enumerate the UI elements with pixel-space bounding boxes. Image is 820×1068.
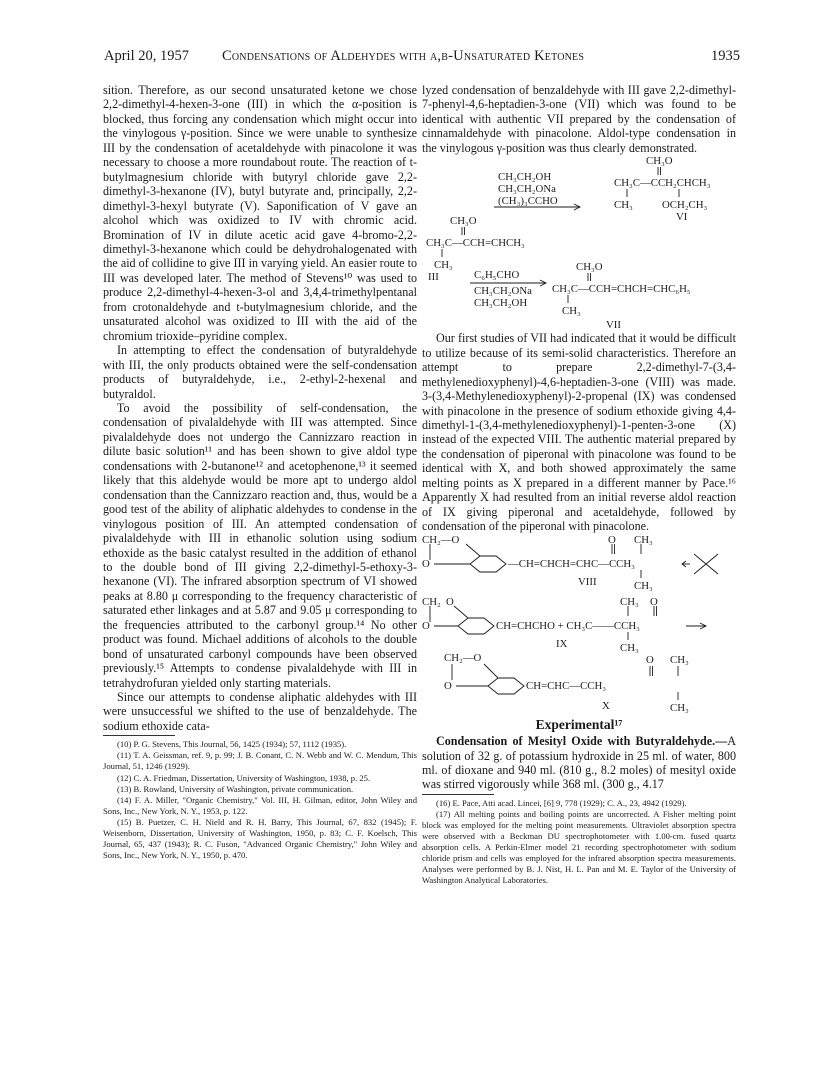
footnote-rule	[103, 735, 175, 736]
x-carbonyl-o: O	[646, 653, 654, 666]
footnote-rule	[422, 794, 494, 795]
viii-ch3b: CH₃	[634, 579, 653, 592]
compound-iii-top: CH₃O	[450, 215, 477, 228]
footnote: (14) F. A. Miller, "Organic Chemistry," Vol. III, H. Gilman, editor, John Wiley and Sons, Inc., New York, N. Y., 1953, p. 122.	[103, 794, 417, 816]
reagent: CH₃CH₂ONa	[474, 285, 532, 298]
compound-vii-sub: CH₃	[562, 305, 581, 318]
running-header	[104, 48, 740, 70]
reagent: CH₃CH₂OH	[474, 297, 528, 310]
viii-chain: —CH=CHCH=CHC—CCH₃	[508, 557, 635, 570]
paragraph: Our first studies of VII had indicated that it would be difficult to utilize because of its semi-solid characteristics. Therefore an attempt to prepare 2,2-dimethyl-7-(3,4-methylenedioxyphenyl)-4,6-heptadien-3-one (VIII) was made. 3-(3,4-Methylenedioxyphenyl)-2-propenal (IX) was condensed with pinacolone in the presence of sodium ethoxide giving 4,4-dimethyl-1-(3,4-methylenedioxyphenyl)-1-penten-3-one (X) instead of the expected VIII. The authentic material prepared by the condensation of piperonal with pinacolone was found to be identical with X, and both showed approximately the same melting points as X prepared in a different manner by Pace.¹⁶ Apparently X had resulted from an initial reverse aldol reaction of IX giving piperonal and acetaldehyde, followed by condensation of the piperonal with pinacolone.	[422, 331, 736, 534]
compound-vi-sub1: CH₃	[614, 199, 633, 212]
ix-chain: CH=CHCHO + CH₃C——CCH₃	[496, 619, 640, 632]
compound-vi-chain: CH₃C—CCH₂CHCH₃	[614, 177, 711, 190]
paragraph: sition. Therefore, as our second unsaturated ketone we chose 2,2-dimethyl-4-hexen-3-one (III) in which the α-position is blocked, thus forcing any condensation which might occur into the vinylogous γ-position. Since we were unable to synthesize III by the condensation of acetaldehyde with pinacolone it was necessary to choose a more roundabout route. The reaction of t-butylmagnesium chloride with butyryl chloride gave 2,2-dimethyl-3-hexanone (IV), butyl butyrate and, principally, 2,2-dimethyl-3-hexyl butyrate (V). Saponification of V gave an alcohol which was oxidized to IV with chromic acid. Bromination of IV in dilute acetic acid gave 4-bromo-2,2-dimethyl-3-hexanone which could be dehydrohalogenated with the aid of collidine to give III in varying yield. An easier route to III was developed later. The method of Stevens¹⁰ was used to produce 2,2-dimethyl-4-hexen-3-ol and 3,4,4-trimethylpentanal from crotonaldehyde and t-butylmagnesium chloride, and the unsaturated alcohol was oxidized to III with the aid of the chromium trioxide–pyridine complex.	[103, 83, 417, 343]
viii-o: O	[422, 557, 430, 570]
x-ch3: CH₃	[670, 653, 689, 666]
viii-ch2o: CH₂—O	[422, 533, 460, 546]
viii-carbonyl-o: O	[608, 533, 616, 546]
paragraph: Since our attempts to condense aliphatic aldehydes with III were unsuccessful we shifted to the use of benzaldehyde. The sodium ethoxide cata-	[103, 690, 417, 733]
footnotes-right	[422, 798, 736, 886]
right-column	[422, 83, 736, 886]
compound-vi-label: VI	[676, 211, 688, 224]
x-chain: CH=CHC—CCH₃	[526, 679, 607, 692]
compound-viii-label: VIII	[578, 575, 597, 588]
page-number: 1935	[711, 48, 740, 64]
footnote: (15) B. Puetzer, C. H. Nield and R. H. Barry, This Journal, 67, 832 (1945); F. Weisenborn, Dissertation, University of Washington, 1950, p. 83; C. F. Koelsch, This Journal, 65, 437 (1943); R. C. Fuson, "Advanced Organic Chemistry," John Wiley and Sons, Inc., New York, N. Y., 1950, p. 470.	[103, 816, 417, 860]
reaction-scheme-1	[422, 155, 736, 331]
paragraph: lyzed condensation of benzaldehyde with III gave 2,2-dimethyl-7-phenyl-4,6-heptadien-3-one (VII) which was found to be identical with authentic VII prepared by the condensation of cinnamaldehyde with pinacolone. Aldol-type condensation in the vinylogous γ-position was thus clearly demonstrated.	[422, 83, 736, 155]
compound-vii-label: VII	[606, 319, 621, 332]
footnotes-left	[103, 739, 417, 861]
experimental-heading: Experimental¹⁷	[535, 716, 623, 732]
compound-x-label: X	[602, 699, 610, 712]
ix-o: O	[422, 619, 430, 632]
header-date: April 20, 1957	[104, 48, 189, 64]
compound-ix-label: IX	[556, 637, 568, 650]
ix-o2: O	[650, 595, 658, 608]
compound-iii-chain: CH₃C—CCH=CHCH₃	[426, 237, 525, 250]
x-o: O	[444, 679, 452, 692]
reagent: CH₃CH₂OH	[498, 171, 552, 184]
experimental-text: A solution of 32 g. of potassium hydroxide in 25 ml. of water, 800 ml. of dioxane and 940 ml. (810 g., 8.2 moles) of mesityl oxide was stirred vigorously while 368 ml. (300 g., 4.17	[422, 734, 736, 792]
ix-o-top: O	[446, 595, 454, 608]
left-column	[103, 83, 417, 861]
footnote: (11) T. A. Geissman, ref. 9, p. 99; J. B. Conant, C. N. Webb and W. C. Mendum, This Journal, 51, 1246 (1929).	[103, 750, 417, 772]
compound-vi-top: CH₃O	[646, 155, 673, 168]
footnote: (12) C. A. Friedman, Dissertation, University of Washington, 1938, p. 25.	[117, 772, 371, 783]
reagent: (CH₃)₃CCHO	[498, 195, 558, 208]
x-ch3b: CH₃	[670, 701, 689, 714]
footnote: (13) B. Rowland, University of Washington, private communication.	[117, 783, 354, 794]
footnote: (16) E. Pace, Atti acad. Lincei, [6] 9, 778 (1929); C. A., 23, 4942 (1929).	[436, 797, 687, 808]
header-title: Condensations of Aldehydes with α,β-Unsaturated Ketones	[222, 48, 585, 64]
ix-ch3b: CH₃	[620, 641, 639, 654]
viii-ch3: CH₃	[634, 533, 653, 546]
reagent: C₆H₅CHO	[474, 269, 520, 282]
paragraph: In attempting to effect the condensation of butyraldehyde with III, the only products obtained were the self-condensation products of butyraldehyde, i.e., 2-ethyl-2-hexenal and butyraldol.	[103, 343, 417, 401]
ix-ch3: CH₃	[620, 595, 639, 608]
experimental-title: Condensation of Mesityl Oxide with Butyraldehyde.—	[436, 734, 728, 749]
footnote: (17) All melting points and boiling points are uncorrected. A Fisher melting point block was employed for the melting point measurements. Ultraviolet absorption spectra were observed with a Beckman DU spectrophotometer with 1.00-cm. fused quartz absorption cells. A Perkin-Elmer model 21 recording spectrophotometer with sodium chloride prism and cells was employed for the infrared absorption spectra measurements. Analyses were performed by B. J. Nist, H. L. Pan and M. E. Taylor of the University of Washington Analytical Laboratories.	[422, 808, 736, 886]
compound-iii-label: III	[428, 271, 439, 284]
x-ch2o: CH₂—O	[444, 651, 482, 664]
footnote: (10) P. G. Stevens, This Journal, 56, 1425 (1934); 57, 1112 (1935).	[117, 739, 347, 750]
reaction-scheme-2	[422, 534, 736, 714]
ix-ch2: CH₂	[422, 595, 441, 608]
compound-vii-top: CH₃O	[576, 261, 603, 274]
experimental-paragraph	[422, 734, 736, 792]
paragraph: To avoid the possibility of self-condensation, the condensation of pivalaldehyde with III was attempted. Since pivalaldehyde does not undergo the Cannizzaro reaction in dilute basic solution¹¹ and has been shown to give aldol type condensations with 2-butanone¹² and acetophenone,¹³ it seemed likely that this aldehyde would be more apt to undergo aldol condensation than the Cannizzaro reaction and, thus, would be a good test of the ability of aliphatic aldehydes to condense in the vinylogous position of III. An attempted condensation of pivalaldehyde with III in ethanolic solution using sodium ethoxide as the basic catalyst resulted in the addition of ethanol to the double bond of III giving 2,2-dimethyl-5-ethoxy-3-hexanone (VI). The infrared absorption spectrum of VI showed peaks at 8.80 μ corresponding to the frequency characteristic of saturated ether linkages and at 5.87 and 9.05 μ corresponding to the frequencies attributed to the carbonyl group.¹⁴ No other product was found. Michael additions of alcohols to the double bond of unsaturated carbonyl compounds have been observed previously.¹⁵ Attempts to condense pivalaldehyde with III in tetrahydrofuran yielded only starting materials.	[103, 400, 417, 690]
compound-iii-sub: CH₃	[434, 259, 453, 272]
compound-vi-sub2: OCH₂CH₃	[662, 199, 708, 212]
reagent: CH₃CH₂ONa	[498, 183, 556, 196]
compound-vii-chain: CH₃C—CCH=CHCH=CHC₆H₅	[552, 283, 691, 296]
